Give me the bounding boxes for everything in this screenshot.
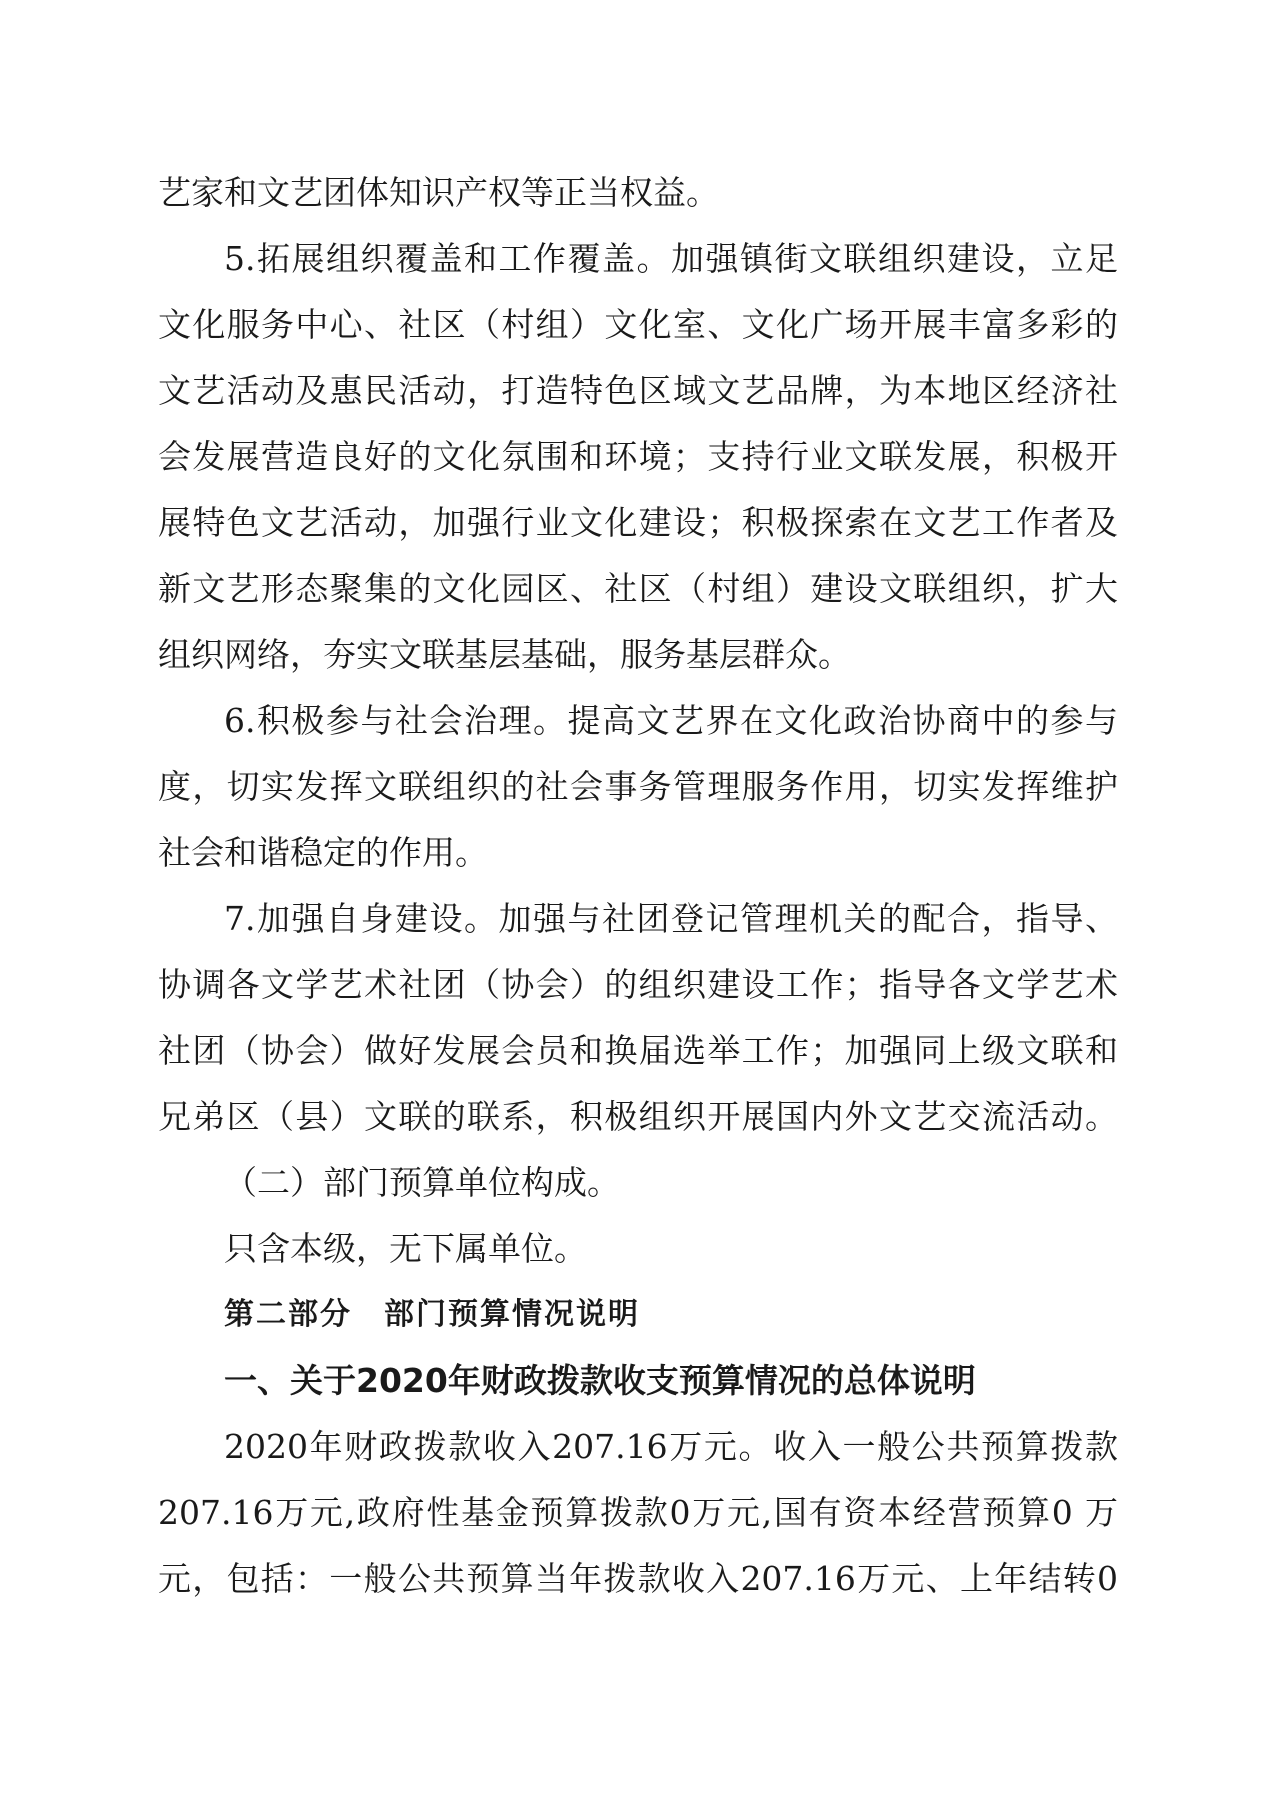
section-heading: （二）部门预算单位构成。: [224, 1163, 620, 1202]
paragraph-line: 会发展营造良好的文化氛围和环境；支持行业文联发展，积极开: [158, 437, 1118, 476]
paragraph-line: 文艺活动及惠民活动，打造特色区域文艺品牌，为本地区经济社: [158, 371, 1118, 410]
paragraph-line: 组织网络，夯实文联基层基础，服务基层群众。: [158, 635, 851, 674]
paragraph-line: 6.积极参与社会治理。提高文艺界在文化政治协商中的参与: [224, 701, 1118, 740]
paragraph-line: 5.拓展组织覆盖和工作覆盖。加强镇街文联组织建设，立足: [224, 239, 1118, 278]
section-heading: 一、关于2020年财政拨款收支预算情况的总体说明: [224, 1361, 976, 1400]
paragraph-line: 社团（协会）做好发展会员和换届选举工作；加强同上级文联和: [158, 1031, 1118, 1070]
paragraph-line: 文化服务中心、社区（村组）文化室、文化广场开展丰富多彩的: [158, 305, 1118, 344]
paragraph-line: 兄弟区（县）文联的联系，积极组织开展国内外文艺交流活动。: [158, 1097, 1118, 1136]
paragraph-line: 新文艺形态聚集的文化园区、社区（村组）建设文联组织，扩大: [158, 569, 1118, 608]
paragraph-line: 2020年财政拨款收入207.16万元。收入一般公共预算拨款: [224, 1427, 1118, 1466]
part-heading: 第二部分 部门预算情况说明: [224, 1297, 640, 1332]
paragraph-line: 只含本级，无下属单位。: [224, 1229, 587, 1268]
paragraph-line: 度，切实发挥文联组织的社会事务管理服务作用，切实发挥维护: [158, 767, 1118, 806]
paragraph-line: 协调各文学艺术社团（协会）的组织建设工作；指导各文学艺术: [158, 965, 1118, 1004]
paragraph-line: 7.加强自身建设。加强与社团登记管理机关的配合，指导、: [224, 899, 1118, 938]
paragraph-line: 社会和谐稳定的作用。: [158, 833, 488, 872]
paragraph-line: 展特色文艺活动，加强行业文化建设；积极探索在文艺工作者及: [158, 503, 1118, 542]
paragraph-line: 元，包括：一般公共预算当年拨款收入207.16万元、上年结转0: [158, 1559, 1118, 1598]
paragraph-line: 207.16万元,政府性基金预算拨款0万元,国有资本经营预算0 万: [158, 1493, 1118, 1532]
paragraph-line: 艺家和文艺团体知识产权等正当权益。: [158, 173, 719, 212]
